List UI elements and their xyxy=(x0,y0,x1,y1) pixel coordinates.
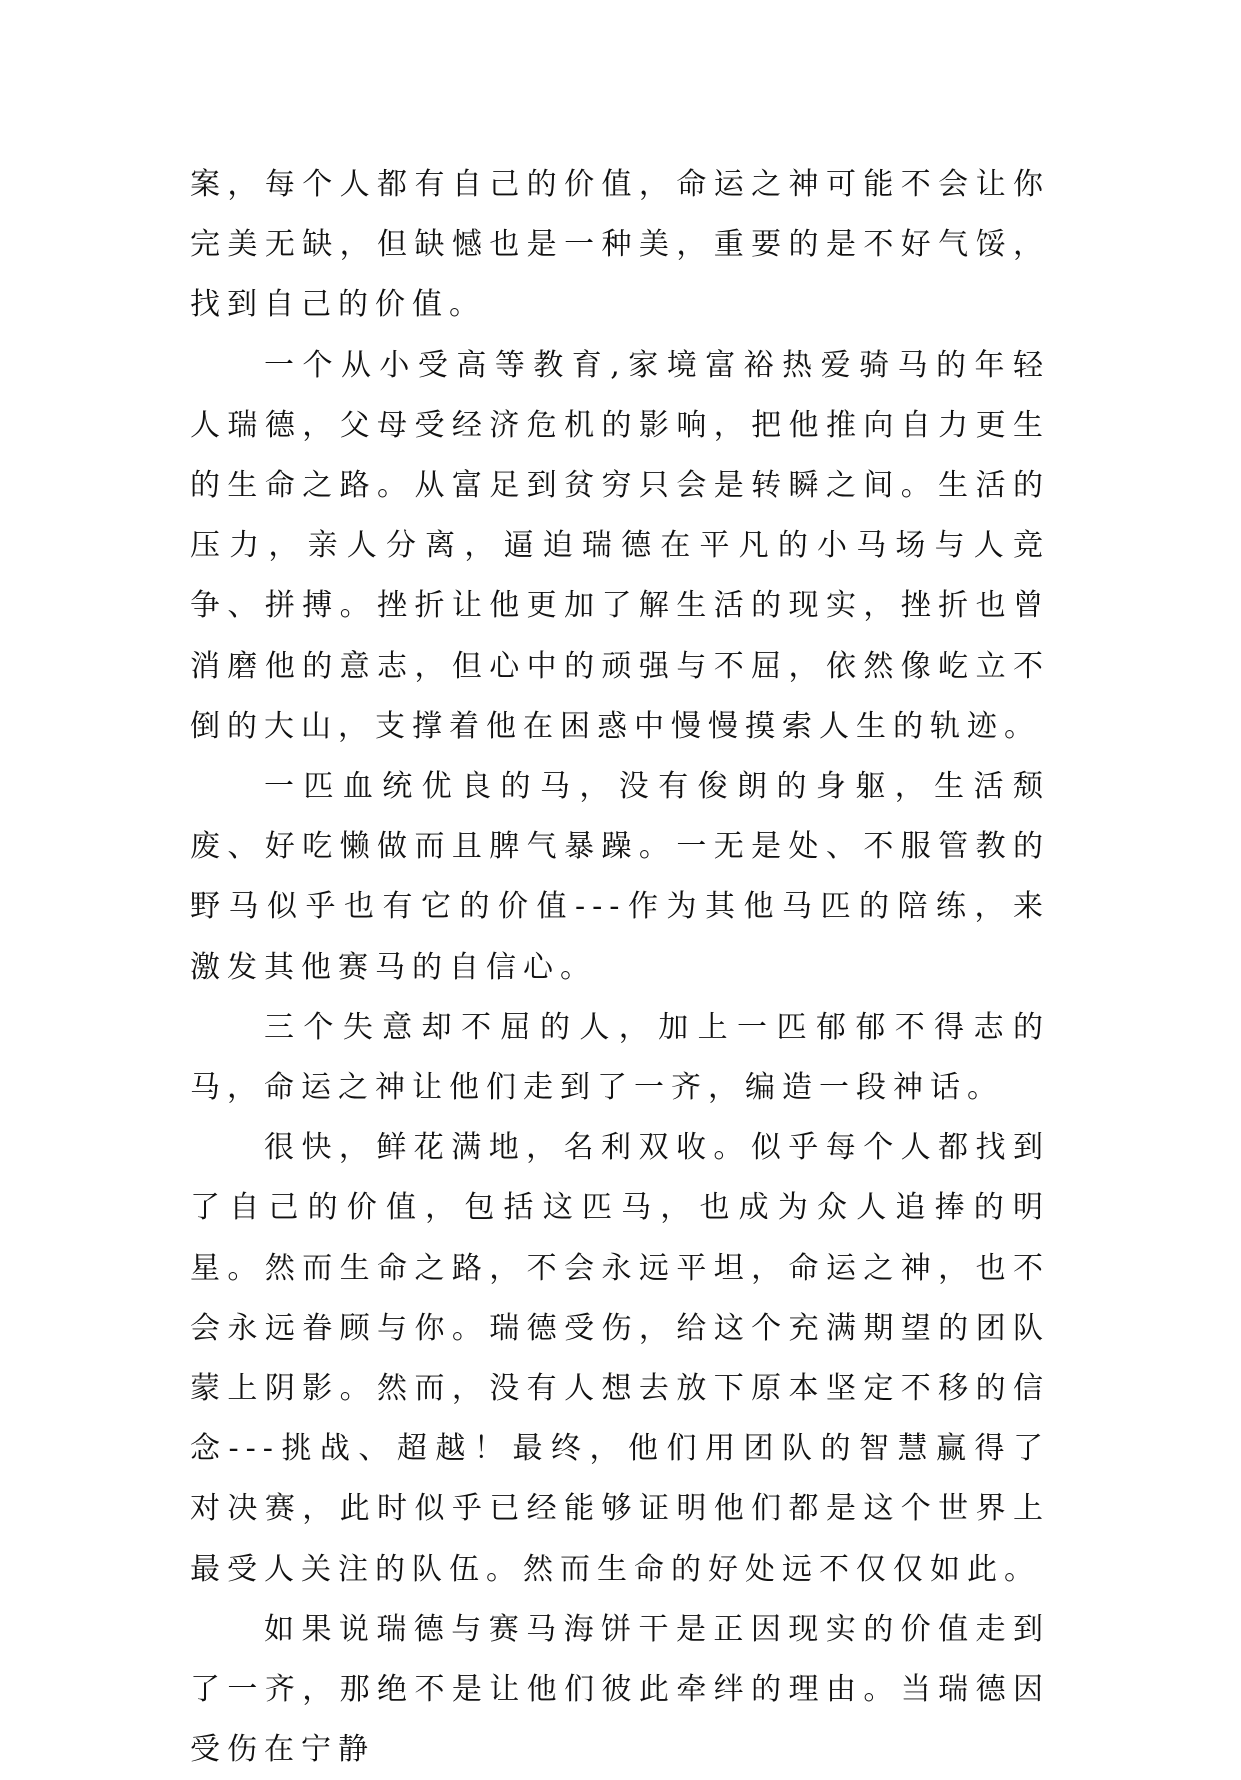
document-page xyxy=(190,155,1050,1780)
paragraph-1: 案，每个人都有自己的价值，命运之神可能不会让你完美无缺，但缺憾也是一种美，重要的是不好气馁，找到自己的价值。 xyxy=(190,167,1050,323)
paragraph-6: 如果说瑞德与赛马海饼干是正因现实的价值走到了一齐，那绝不是让他们彼此牵绊的理由。当瑞德因受伤在宁静 xyxy=(190,1611,1050,1768)
paragraph-4: 三个失意却不屈的人，加上一匹郁郁不得志的马，命运之神让他们走到了一齐，编造一段神话。 xyxy=(190,1009,1050,1106)
paragraph-5: 很快，鲜花满地，名利双收。似乎每个人都找到了自己的价值，包括这匹马，也成为众人追捧的明星。然而生命之路，不会永远平坦，命运之神，也不会永远眷顾与你。瑞德受伤，给这个充满期望的团队蒙上阴影。然而，没有人想去放下原本坚定不移的信念---挑战、超越！最终，他们用团队的智慧赢得了对决赛，此时似乎已经能够证明他们都是这个世界上最受人关注的队伍。然而生命的好处远不仅仅如此。 xyxy=(190,1130,1050,1587)
paragraph-3: 一匹血统优良的马，没有俊朗的身躯，生活颓废、好吃懒做而且脾气暴躁。一无是处、不服管教的野马似乎也有它的价值---作为其他马匹的陪练，来激发其他赛马的自信心。 xyxy=(190,769,1050,985)
paragraph-2: 一个从小受高等教育,家境富裕热爱骑马的年轻人瑞德，父母受经济危机的影响，把他推向自力更生的生命之路。从富足到贫穷只会是转瞬之间。生活的压力，亲人分离，逼迫瑞德在平凡的小马场与人竞争、拼搏。挫折让他更加了解生活的现实，挫折也曾消磨他的意志，但心中的顽强与不屈，依然像屹立不倒的大山，支撑着他在困惑中慢慢摸索人生的轨迹。 xyxy=(190,347,1050,744)
